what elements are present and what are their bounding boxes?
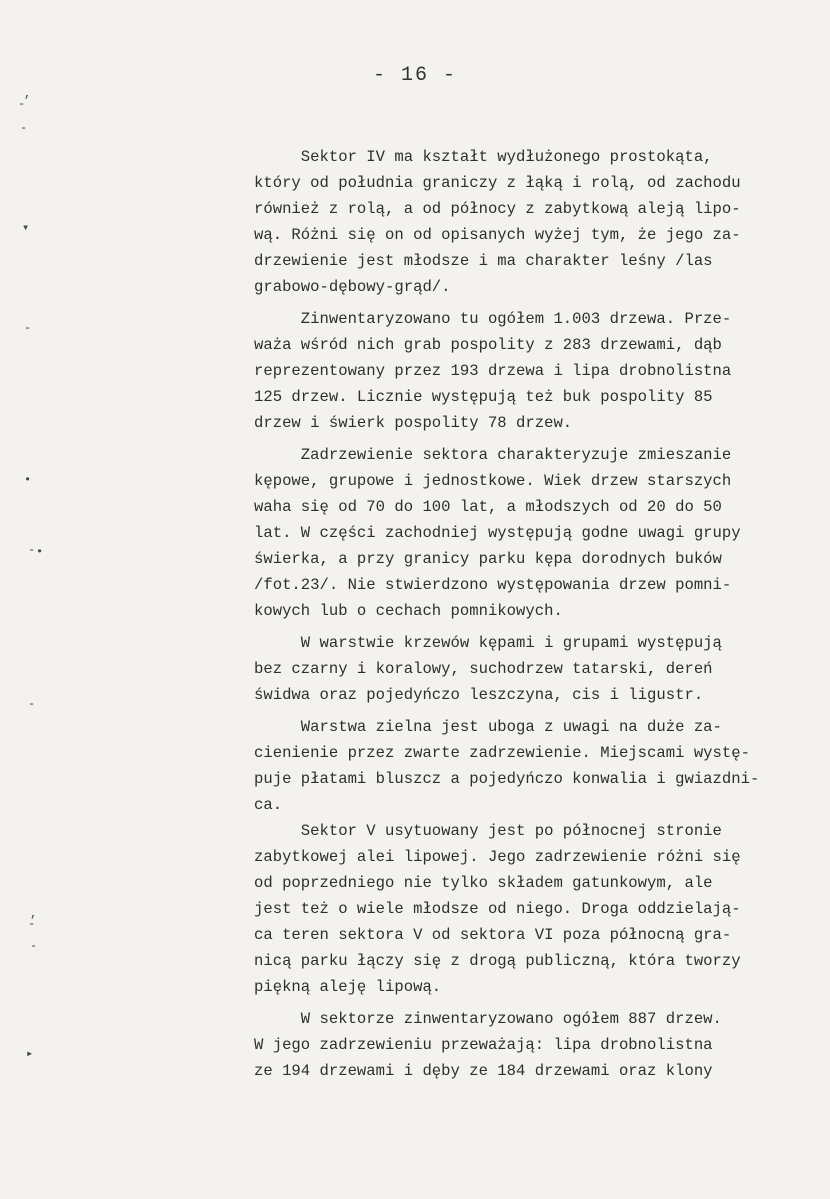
margin-mark: , <box>24 87 32 101</box>
margin-mark: - <box>28 917 36 931</box>
margin-mark: - <box>24 321 32 335</box>
text-line: jest też o wiele młodsze od niego. Droga oddzielają- <box>254 900 741 918</box>
margin-mark: • <box>36 545 44 559</box>
body-text <box>254 144 814 1084</box>
margin-mark: ▸ <box>26 1047 34 1061</box>
margin-mark: • <box>24 473 32 487</box>
margin-mark: - <box>28 543 36 557</box>
text-line: ze 194 drzewami i dęby ze 184 drzewami oraz klony <box>254 1062 713 1080</box>
text-line: świdwa oraz pojedyńczo leszczyna, cis i ligustr. <box>254 686 704 704</box>
text-line: Zadrzewienie sektora charakteryzuje zmieszanie <box>254 446 732 464</box>
text-line: W sektorze zinwentaryzowano ogółem 887 drzew. <box>254 1010 722 1028</box>
text-line: W warstwie krzewów kępami i grupami występują <box>254 634 722 652</box>
text-line: Zinwentaryzowano tu ogółem 1.003 drzewa. Prze- <box>254 310 732 328</box>
text-line: od poprzedniego nie tylko składem gatunkowym, ale <box>254 874 713 892</box>
text-line: waża wśród nich grab pospolity z 283 drzewami, dąb <box>254 336 722 354</box>
text-line: zabytkowej alei lipowej. Jego zadrzewienie różni się <box>254 848 741 866</box>
text-line: kowych lub o cechach pomnikowych. <box>254 602 563 620</box>
text-line: drzewienie jest młodsze i ma charakter leśny /las <box>254 252 713 270</box>
text-line: bez czarny i koralowy, suchodrzew tatarski, dereń <box>254 660 713 678</box>
text-line: piękną aleję lipową. <box>254 978 442 996</box>
text-line: waha się od 70 do 100 lat, a młodszych od 20 do 50 <box>254 498 722 516</box>
margin-mark: - <box>18 97 26 111</box>
text-line: który od południa graniczy z łąką i rolą, od zachodu <box>254 174 741 192</box>
text-line: Sektor IV ma kształt wydłużonego prostokąta, <box>254 148 713 166</box>
text-line: drzew i świerk pospolity 78 drzew. <box>254 414 573 432</box>
text-line: reprezentowany przez 193 drzewa i lipa drobnolistna <box>254 362 732 380</box>
margin-mark: - <box>30 939 38 953</box>
margin-mark: ▾ <box>22 221 30 235</box>
page-number: - 16 - <box>372 64 457 87</box>
margin-mark: - <box>20 121 28 135</box>
text-line: Sektor V usytuowany jest po północnej stronie <box>254 822 722 840</box>
margin-mark: , <box>30 907 38 921</box>
text-line: ca teren sektora V od sektora VI poza północną gra- <box>254 926 732 944</box>
text-line: grabowo-dębowy-grąd/. <box>254 278 451 296</box>
text-line: wą. Różni się on od opisanych wyżej tym, że jego za- <box>254 226 741 244</box>
text-line: świerka, a przy granicy parku kępa dorodnych buków <box>254 550 722 568</box>
text-line: nicą parku łączy się z drogą publiczną, która tworzy <box>254 952 741 970</box>
text-line: lat. W części zachodniej występują godne uwagi grupy <box>254 524 741 542</box>
text-line: /fot.23/. Nie stwierdzono występowania drzew pomni- <box>254 576 732 594</box>
text-line: puje płatami bluszcz a pojedyńczo konwalia i gwiazdni- <box>254 770 760 788</box>
text-line: 125 drzew. Licznie występują też buk pospolity 85 <box>254 388 713 406</box>
text-line: kępowe, grupowe i jednostkowe. Wiek drzew starszych <box>254 472 732 490</box>
text-line: ca. <box>254 796 283 814</box>
text-line: również z rolą, a od północy z zabytkową aleją lipo- <box>254 200 741 218</box>
text-line: Warstwa zielna jest uboga z uwagi na duże za- <box>254 718 722 736</box>
text-line: cienienie przez zwarte zadrzewienie. Miejscami wystę- <box>254 744 750 762</box>
margin-mark: - <box>28 697 36 711</box>
text-line: W jego zadrzewieniu przeważają: lipa drobnolistna <box>254 1036 713 1054</box>
